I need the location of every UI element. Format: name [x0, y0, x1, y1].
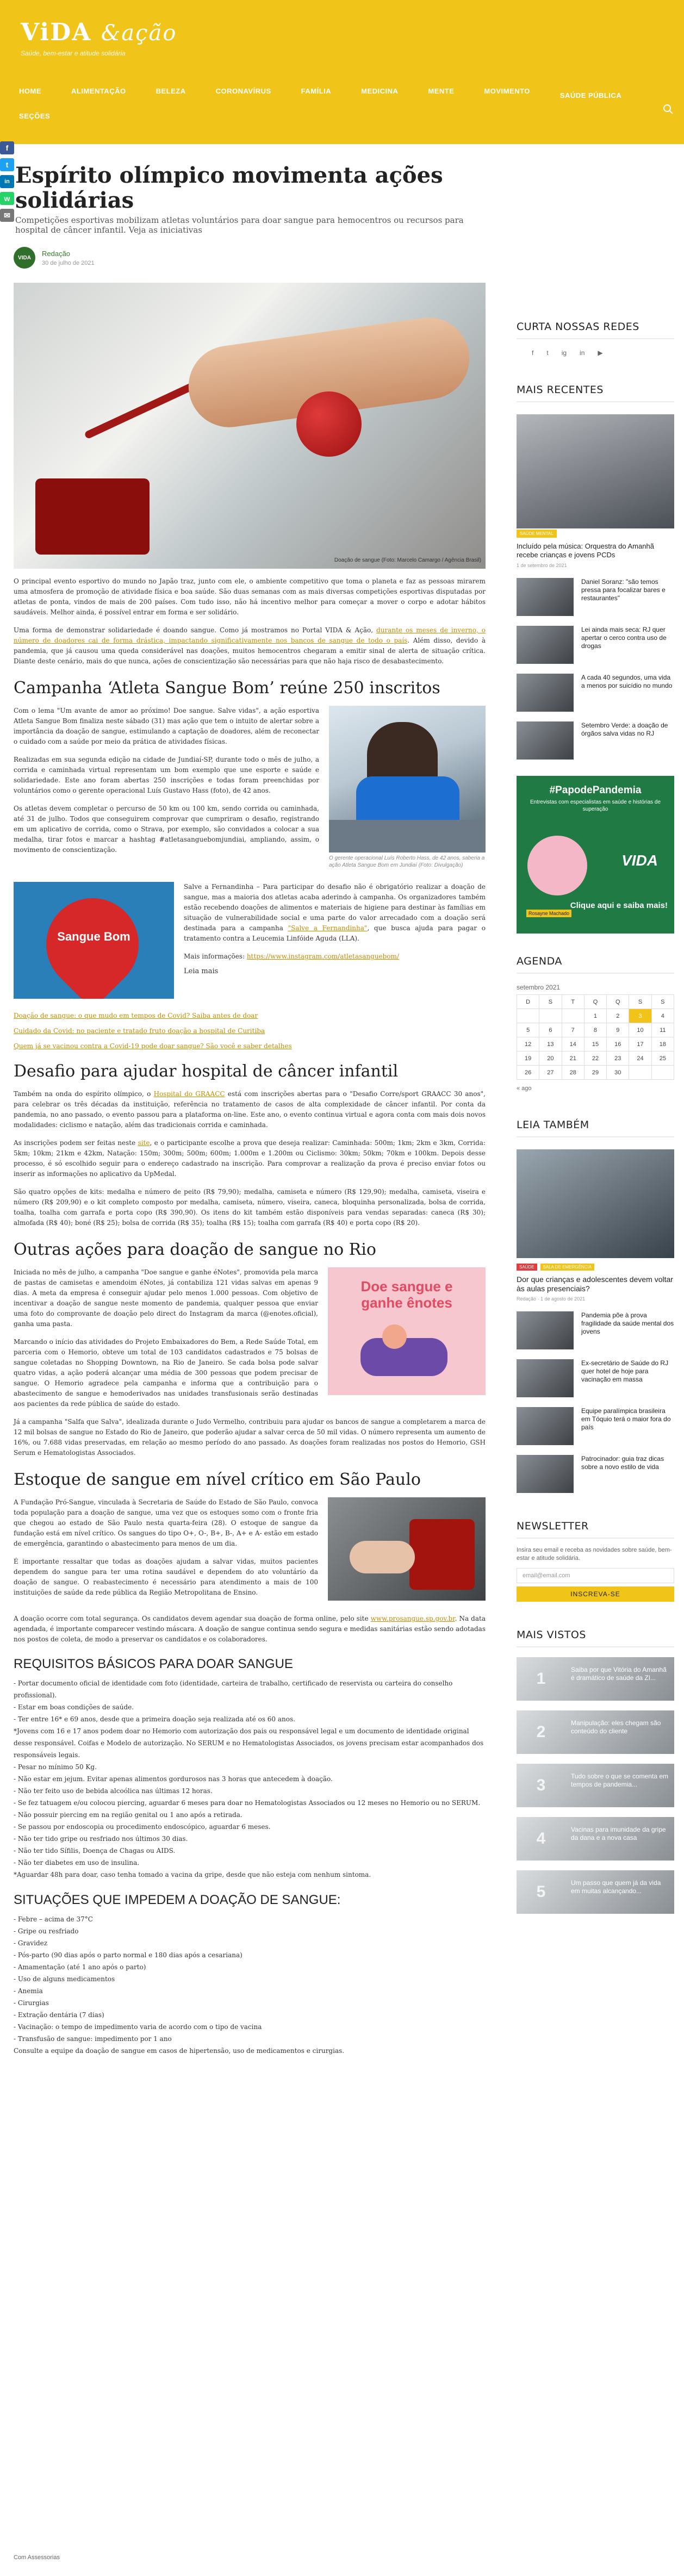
post-title[interactable]: Tudo sobre o que se comenta em tempos de pandemia...: [571, 1772, 668, 1788]
widget-title: CURTA NOSSAS REDES: [517, 321, 674, 339]
list-item: - Anemia: [14, 1987, 43, 1995]
calendar-day: [651, 1066, 674, 1080]
list-item[interactable]: [517, 1407, 674, 1445]
list-item: *Jovens com 16 e 17 anos podem doar no Hemorio com autorização dos pais ou responsável legal e um documento de identidade original desse responsável. Coifas e Modelo de autorização. No SERUM e no Hematologistas Associados, os jovens precisam estar acompanhados dos responsáveis legais.: [14, 1727, 484, 1759]
list-item: - Portar documento oficial de identidade com foto (identidade, carteira de trabalho, certificado de reservista ou carteira do conselho profissional).: [14, 1679, 453, 1699]
calendar-day: 6: [539, 1023, 562, 1037]
calendar-day: 2: [607, 1009, 629, 1023]
nav-item-coronavirus[interactable]: CORONAVÍRUS: [215, 87, 271, 95]
calendar-day: 10: [629, 1023, 651, 1037]
calendar-day: 5: [517, 1023, 539, 1037]
list-item: - Cirurgias: [14, 1999, 49, 2007]
calendar-day: 23: [607, 1051, 629, 1066]
facebook-share-icon[interactable]: f: [0, 141, 14, 154]
rank-number: 1: [536, 1670, 546, 1688]
calendar-day: 26: [517, 1066, 539, 1080]
nav-item-saude-publica[interactable]: SAÚDE PÚBLICA: [559, 91, 622, 99]
most-viewed-item[interactable]: [517, 1870, 674, 1914]
search-icon[interactable]: [662, 103, 674, 115]
list-item[interactable]: [517, 1455, 674, 1493]
logo-amp: &ação: [101, 21, 177, 46]
promo-subtitle: Entrevistas com especialistas em saúde e histórias de superação: [530, 799, 661, 812]
figure-enotes: [328, 1267, 486, 1395]
rank-number: 4: [536, 1830, 546, 1847]
list-item[interactable]: [517, 721, 674, 760]
calendar-day-today: 3: [629, 1009, 651, 1023]
calendar-day: 15: [584, 1037, 606, 1051]
calendar-day: 14: [562, 1037, 584, 1051]
list-item: - Não ter diabetes em uso de insulina.: [14, 1859, 140, 1866]
post-title[interactable]: Lei ainda mais seca: RJ quer apertar o cerco contra uso de drogas: [581, 626, 667, 650]
post-title[interactable]: Daniel Soranz: "são temos pressa para focalizar bares e restaurantes": [581, 578, 666, 602]
hero-image: [14, 283, 486, 569]
section-heading: Campanha ‘Atleta Sangue Bom’ reúne 250 inscritos: [14, 679, 440, 698]
most-viewed-item[interactable]: [517, 1817, 674, 1861]
weekday-label: S: [629, 995, 651, 1009]
calendar-day: 28: [562, 1066, 584, 1080]
list-item: - Vacinação: o tempo de impedimento varia de acordo com o tipo de vacina: [14, 2023, 262, 2031]
post-title[interactable]: Pandemia põe à prova fragilidade da saúde mental dos jovens: [581, 1311, 674, 1335]
section-heading: Outras ações para doação de sangue no Rio: [14, 1240, 376, 1259]
nav-item-medicina[interactable]: MEDICINA: [361, 87, 399, 95]
calendar-day: 20: [539, 1051, 562, 1066]
inline-link[interactable]: durante os meses de inverno, o número de doadores cai de forma drástica, impactando significativamente nos bancos de sangue de todo o país: [14, 626, 486, 644]
nav-item-mente[interactable]: MENTE: [428, 87, 455, 95]
calendar-day: 4: [651, 1009, 674, 1023]
weekday-label: S: [539, 995, 562, 1009]
weekday-label: Q: [584, 995, 606, 1009]
most-viewed-item[interactable]: [517, 1764, 674, 1807]
hero-caption: Doação de sangue (Foto: Marcelo Camargo / Agência Brasil): [334, 557, 481, 563]
list-item: - Pós-parto (90 dias após o parto normal e 180 dias após a cesariana): [14, 1951, 242, 1959]
enotes-photo: [328, 1267, 486, 1395]
calendar-day: 17: [629, 1037, 651, 1051]
calendar-day: 8: [584, 1023, 606, 1037]
list-item: - Gravidez: [14, 1939, 48, 1947]
read-more-label: Leia mais: [184, 967, 219, 975]
calendar-day: [539, 1009, 562, 1023]
share-bar: [0, 141, 15, 226]
calendar-day: 19: [517, 1051, 539, 1066]
featured-post-title[interactable]: Incluído pela música: Orquestra do Amanhã recebe crianças e jovens PCDs: [517, 542, 654, 559]
calendar-day: 16: [607, 1037, 629, 1051]
nav-item-familia[interactable]: FAMÍLIA: [301, 87, 332, 95]
paragraph: Marcando o início das atividades do Projeto Embaixadores do Bem, a Rede Saúde Total, em parceria com o Hemorio, obteve um total de 103 candidatos cadastrados e 75 bolsas de sangue coletadas no Shopping Downtown, na Rio de Janeiro. Se cada bolsa pode salvar quatro vidas, a ação poderá alcançar uma média de 300 pessoas que podem precisar de sangue. O Hemorio agradece pela campanha e informa que a contribuição para o abastecimento de sangue e hemoderivados nas unidades transfusionais serão destinadas aos pacientes da rede pública de saúde do estado.: [14, 1338, 318, 1408]
list-item: - Transfusão de sangue: impedimento por 1 ano: [14, 2035, 172, 2043]
category-badge[interactable]: SALA DE EMERGÊNCIA: [540, 1264, 594, 1271]
widget-title: MAIS VISTOS: [517, 1629, 674, 1647]
list-item[interactable]: [517, 578, 674, 616]
related-link[interactable]: Doação de sangue: o que mudo em tempos de Covid? Saiba antes de doar: [14, 1012, 258, 1019]
nav-item-home[interactable]: HOME: [19, 87, 41, 95]
list-item: - Extração dentária (7 dias): [14, 2011, 104, 2019]
figure-caption: O gerente operacional Luís Roberto Hass, de 42 anos, saberia a ação Atleta Sangue Bom em Jundiaí (Foto: Divulgação): [329, 855, 485, 868]
inline-link[interactable]: https://www.instagram.com/atletasanguebom/: [246, 953, 399, 960]
post-title[interactable]: Patrocinador: guia traz dicas sobre a novo estilo de vida: [581, 1455, 664, 1471]
section-heading: Estoque de sangue em nível crítico em São Paulo: [14, 1470, 421, 1489]
featured-post-image[interactable]: [517, 1149, 674, 1258]
featured-post-meta: Redação · 1 de agosto de 2021: [517, 1296, 586, 1302]
list-item: - Não estar em jejum. Evitar apenas alimentos gordurosos nas 3 horas que antecedem à doação.: [14, 1775, 333, 1783]
post-title[interactable]: Ex-secretário de Saúde do RJ quer hotel de hoje para vacinação em massa: [581, 1359, 669, 1383]
paragraph: A Fundação Pró-Sangue, vinculada à Secretaria de Saúde do Estado de São Paulo, convoca toda população para a doação de sangue, uma vez que os estoques somo com o fronte fria que chegou ao estado de São Paulo nesta quarta-feira (28). O estoque de sangue da fundação está em nível crítico. Os sangues do tipo O+, O-, B+, B-, A+ e A- estão em estado de emergência, garantindo o abastecimento para menos de um dia.: [14, 1498, 318, 1547]
byline: [14, 247, 486, 269]
featured-post-image[interactable]: [517, 414, 674, 528]
promo-banner[interactable]: [517, 776, 674, 934]
main-nav: [19, 87, 668, 133]
calendar-day: 13: [539, 1037, 562, 1051]
paragraph: Iniciada no mês de julho, a campanha "Doe sangue e ganhe éNotes", promovida pela marca de pastas de camisetas e amendoim éNotes, já contabiliza 121 vidas salvas em apenas 9 dias. A meta da empresa é conseguir ajudar pelo menos 1.000 pessoas. Com objetivo de incentivar a doação de sangue neste momento de pandemia, qualquer pessoa que enviar uma foto do comprovante de doação pelo direct do Instagram da marca (@enotes.oficial), ganha uma pasta.: [14, 1268, 318, 1328]
enotes-photo-text: Doe sangue e ganhe ênotes: [360, 1278, 453, 1311]
featured-post-date: 1 de setembro de 2021: [517, 563, 567, 568]
nav-item-movimento[interactable]: MOVIMENTO: [484, 87, 530, 95]
newsletter-text: Insira seu email e receba as novidades sobre saúde, bem-estar e atitude solidária.: [517, 1547, 672, 1561]
instagram-icon[interactable]: ig: [561, 349, 567, 357]
publish-date: 30 de julho de 2021: [42, 259, 95, 266]
facebook-icon[interactable]: f: [532, 349, 534, 357]
list-item: - Amamentação (até 1 ano após o parto): [14, 1963, 146, 1971]
widget-title: AGENDA: [517, 955, 674, 974]
nav-item-alimentacao[interactable]: ALIMENTAÇÃO: [71, 87, 126, 95]
post-title[interactable]: Saiba por que Vitória do Amanhã é dramático de saúde da ZI...: [571, 1666, 667, 1682]
inline-link[interactable]: site: [138, 1139, 150, 1147]
article-subtitle: Competições esportivas mobilizam atletas voluntários para doar sangue para hemocentros ou recursos para hospital de câncer infantil. Veja as iniciativas: [15, 215, 464, 235]
list-item: - Ter entre 16* e 69 anos, desde que a primeira doação seja realizada até os 60 anos.: [14, 1715, 295, 1723]
list-item: - Se passou por endoscopia ou procedimento endoscópico, aguardar 6 meses.: [14, 1823, 271, 1831]
figure-blood-bags: [328, 1497, 486, 1601]
linkedin-share-icon[interactable]: in: [0, 175, 14, 188]
paragraph: É importante ressaltar que todas as doações ajudam a salvar vidas, muitos pacientes dependem do sangue para ter uma rotina saudável e dependem do ato voluntário da doação de sangue. O reabastecimento é necessário para atendimento a mais de 100 instituições de saúde da rede pública da Região Metropolitana de Ensino.: [14, 1558, 318, 1596]
sidebar: [517, 321, 674, 1914]
list-item: *Aguardar 48h para doar, caso tenha tomado a vacina da gripe, desde que não esteja com nenhum sintoma.: [14, 1871, 371, 1878]
most-viewed-item[interactable]: [517, 1710, 674, 1754]
category-badge[interactable]: SAÚDE: [517, 1264, 537, 1271]
paragraph: Uma forma de demonstrar solidariedade é doando sangue. Como já mostramos no Portal VIDA & Ação, durante os meses de inverno, o número de doadores cai de forma drástica, impactando significativamente nos bancos de sangue de todo o país. Além disso, devido à pandemia, que já causou uma queda considerável nas doações, muitos hemocentros chegaram a emitir sinal de alerta de situação crítica. Diante deste cenário, mais do que nunca, ações de conscientização são necessárias para que não haja risco de desabastecimento.: [14, 626, 486, 665]
promo-cta[interactable]: Clique aqui e saiba mais!: [570, 901, 668, 910]
site-logo[interactable]: [21, 18, 177, 57]
article-source: Com Assessorias: [14, 2554, 60, 2561]
list-item: - Não ter tido gripe ou resfriado nos últimos 30 dias.: [14, 1835, 188, 1843]
calendar: [517, 984, 674, 1092]
post-title[interactable]: Um passo que quem já da vida em muitas alcançando...: [571, 1879, 661, 1895]
section-heading: REQUISITOS BÁSICOS PARA DOAR SANGUE: [14, 1657, 293, 1671]
linkedin-icon[interactable]: in: [580, 349, 585, 357]
promo-portrait: [527, 836, 587, 895]
calendar-day: 27: [539, 1066, 562, 1080]
social-links: [517, 349, 674, 357]
campaign-photo-text: Sangue Bom: [57, 930, 130, 943]
inline-link[interactable]: "Salve a Fernandinha": [288, 924, 368, 932]
calendar-day: 24: [629, 1051, 651, 1066]
weekday-label: D: [517, 995, 539, 1009]
calendar-day: 9: [607, 1023, 629, 1037]
twitter-share-icon[interactable]: t: [0, 158, 14, 171]
article-title: Espírito olímpico movimenta ações solidárias: [15, 163, 443, 213]
rank-number: 5: [536, 1883, 546, 1901]
list-item: - Gripe ou resfriado: [14, 1927, 79, 1935]
calendar-day: 1: [584, 1009, 606, 1023]
calendar-day: [562, 1009, 584, 1023]
paragraph: Realizadas em sua segunda edição na cidade de Jundiaí-SP, durante todo o mês de julho, a corrida e caminhada virtual representam um bom exemplo que une esporte e saúde e solidariedade. Este ano foram abertas 250 inscrições e todas foram preenchidas por voluntários como o gerente operacional Luís Gustavo Hass (foto), de 42 anos.: [14, 756, 319, 794]
weekday-label: S: [651, 995, 674, 1009]
list-item: - Uso de alguns medicamentos: [14, 1975, 115, 1983]
calendar-day: 18: [651, 1037, 674, 1051]
list-item: Consulte a equipe da doação de sangue em casos de hipertensão, uso de medicamentos e cirurgias.: [14, 2047, 345, 2055]
calendar-day: 30: [607, 1066, 629, 1080]
requirements-list: [14, 1677, 486, 1881]
list-item: - Não possuir piercing em na região genital ou 1 ano após a retirada.: [14, 1811, 242, 1819]
calendar-day: 11: [651, 1023, 674, 1037]
weekday-label: Q: [607, 995, 629, 1009]
list-item: - Se fez tatuagem e/ou colocou piercing, aguardar 6 meses para doar no Hematologistas Associados ou 12 meses no Hemorio ou no SERUM.: [14, 1799, 481, 1807]
most-viewed-item[interactable]: [517, 1657, 674, 1701]
inline-link[interactable]: Hospital do GRAACC: [153, 1090, 225, 1098]
paragraph: Com o lema "Um avante de amor ao próximo! Doe sangue. Salve vidas", a ação esportiva Atleta Sangue Bom finaliza neste sábado (31) mas ação que tem o intuito de alertar sobre a importância da doação de sangue, estimulando a captação de doadores, além de reconectar o cuidado com a saúde por meio da prática de atividades físicas.: [14, 707, 319, 745]
calendar-caption: setembro 2021: [517, 984, 561, 991]
section-heading: SITUAÇÕES QUE IMPEDEM A DOAÇÃO DE SANGUE:: [14, 1893, 341, 1907]
whatsapp-share-icon[interactable]: w: [0, 192, 14, 205]
figure-luis: [329, 706, 486, 869]
related-link[interactable]: Cuidado da Covid: no paciente e tratado fruto doação a hospital de Curitiba: [14, 1027, 265, 1035]
post-title[interactable]: Manipulação: eles chegam são conteúdo do cliente: [571, 1719, 661, 1735]
rank-number: 3: [536, 1776, 546, 1794]
inline-link[interactable]: www.prosangue.sp.gov.br: [370, 1615, 455, 1622]
list-item[interactable]: [517, 1359, 674, 1397]
post-title[interactable]: Setembro Verde: a doação de órgãos salva vidas no RJ: [581, 721, 668, 737]
post-title[interactable]: Vacinas para imunidade da gripe da dana e a nova casa: [571, 1826, 666, 1841]
category-badge[interactable]: SAÚDE MENTAL: [517, 530, 557, 538]
calendar-day: 29: [584, 1066, 606, 1080]
promo-name: Rosayne Machado: [526, 910, 571, 917]
newsletter-email-input[interactable]: email@email.com: [517, 1568, 674, 1583]
post-title[interactable]: A cada 40 segundos, uma vida a menos por suicídio no mundo: [581, 674, 673, 689]
author-avatar: VIDA: [14, 247, 35, 269]
paragraph: O principal evento esportivo do mundo no Japão traz, junto com ele, o ambiente competitivo que toma o planeta e faz as pessoas mirarem uma atmosfera de promoção de atividade física e boa saúde. São duas semanas com as mais diversas competições esportivas disputadas por atletas de ponta, vindos de mais de 200 países. Com tudo isso, não há incentivo melhor para começar a mover o corpo e adotar hábitos saudáveis. Melhor ainda, é possível entrar em forma e ser solidário.: [14, 577, 486, 616]
nav-item-beleza[interactable]: BELEZA: [156, 87, 186, 95]
paragraph: Também na onda do espírito olímpico, o Hospital do GRAACC está com inscrições abertas para o "Desafio Corre/sport GRAACC 30 anos", para celebrar os três décadas da instituição, referência no tratamento de casos de alta complexidade de câncer infantil. Por conta da pandemia, no ano passado, o evento passou para a plataforma on-line. Este ano, o evento continua virtual e agora conta com mais dois novos modalidades: ciclismo e natação, além das tradicionais corrida e caminhada.: [14, 1090, 486, 1129]
logo-tagline: Saúde, bem-estar e atitude solidária: [21, 49, 126, 57]
widget-title: MAIS RECENTES: [517, 384, 674, 402]
weekday-label: T: [562, 995, 584, 1009]
calendar-day: 7: [562, 1023, 584, 1037]
paragraph: As inscrições podem ser feitas neste site, e o participante escolhe a prova que deseja realizar: Caminhada: 500m; 1km; 2km e 3km, Corrida: 5km; 10km; 21km e 42km, Natação: 150m; 300m; 500m; 600m; 1.000m e 1.200m ou Ciclismo: 30km; 50km; 70km e 100km. Depois desse processo, é só escolhido seguir para o endereço cadastrado na inscrição. Para comprovar a realização da prova é preciso enviar fotos ou inserir as informações no aplicativo da UpMedal.: [14, 1139, 486, 1178]
youtube-icon[interactable]: ▶: [598, 349, 603, 357]
paragraph: São quatro opções de kits: medalha e número de peito (R$ 79,90); medalha, camiseta e número (R$ 129,90); medalha, camiseta, viseira e número (R$ 209,90) e o kit completo composto por medalha, camiseta, número, viseira, caneca, bloquinha personalizada, bolsa de corrida, toalha, toalha com garrafa e porta copo (R$ 390,90). Os itens do kit também estão disponíveis para vendas separadas: caneca (R$ 30); almofada (R$ 40); boné (R$ 25); bolsa de corrida (R$ 35); toalha (R$ 15); toalha com garrafa (R$ 40) e porta copo (R$ 20).: [14, 1188, 486, 1227]
calendar-day: 12: [517, 1037, 539, 1051]
figure-sangue-bom: [14, 882, 174, 999]
paragraph: Mais informações: https://www.instagram.com/atletasanguebom/: [184, 953, 399, 960]
calendar-day: 25: [651, 1051, 674, 1066]
nav-item-secoes[interactable]: SEÇÕES: [19, 112, 51, 120]
widget-title: NEWSLETTER: [517, 1520, 674, 1539]
widget-title: LEIA TAMBÉM: [517, 1119, 674, 1137]
paragraph: Salve a Fernandinha – Para participar do desafio não é obrigatório realizar a doação de sangue, mas a maioria dos atletas acaba aderindo à campanha. Os organizadores também estão recebendo doações de alimentos e materiais de higiene para destinar às famílias em situação de vulnerabilidade social e uma parte do valor arrecadado com a doação será destinada para a campanha "Salve a Fernandinha", que busca ajuda para pagar o tratamento contra a Leucemia Linfóide Aguda (LLA).: [184, 883, 486, 942]
email-share-icon[interactable]: ✉: [0, 209, 14, 222]
post-title[interactable]: Equipe paralímpica brasileira em Tóquio terá o maior fora do país: [581, 1407, 671, 1431]
calendar-day: 22: [584, 1051, 606, 1066]
featured-post-title[interactable]: Dor que crianças e adolescentes devem voltar às aulas presenciais?: [517, 1275, 673, 1293]
list-item: - Pesar no mínimo 50 Kg.: [14, 1763, 97, 1771]
twitter-icon[interactable]: t: [546, 349, 549, 357]
related-link[interactable]: Quem já se vacinou contra a Covid-19 pode doar sangue? São você e saber detalhes: [14, 1042, 292, 1050]
blood-bag-photo: [328, 1497, 486, 1601]
list-item: - Não ter feito uso de bebida alcoólica nas últimas 12 horas.: [14, 1787, 213, 1795]
list-item[interactable]: [517, 1311, 674, 1349]
list-item: - Não ter tido Sífilis, Doença de Chagas ou AIDS.: [14, 1847, 176, 1855]
calendar-day: [629, 1066, 651, 1080]
paragraph: Os atletas devem completar o percurso de 50 km ou 100 km, sendo corrida ou caminhada, até 31 de julho. Todos que conseguirem comprovar que cumpriram o desafio, registrando em um aplicativo de corrida, como o Strava, por exemplo, são convidados a colocar a sua medalha, tirar fotos e marcar a hashtag #atletasanguebomjundiai, ampliando, assim, o movimento de conscientização.: [14, 805, 319, 854]
section-heading: Desafio para ajudar hospital de câncer infantil: [14, 1062, 399, 1081]
site-header: [0, 0, 684, 144]
calendar-day: 21: [562, 1051, 584, 1066]
campaign-photo: [14, 882, 174, 999]
list-item[interactable]: [517, 674, 674, 712]
athlete-photo: [329, 706, 486, 853]
calendar-day: [517, 1009, 539, 1023]
newsletter-subscribe-button[interactable]: INSCREVA-SE: [517, 1586, 674, 1602]
paragraph: Já a campanha "Salfa que Salva", idealizada durante o Judo Vermelho, contribuiu para ajudar os bancos de sangue a completarem a marca de 12 mil bolsas de sangue no Estado do Rio de Janeiro, que poderão ajudar a salvar cerca de 50 mil vidas. O número representa um aumento de 16%, ou 7.688 vidas preservadas, em relação ao mesmo período do ano passado. As doações foram realizadas nos postos do Hemorio, GSH Serum e Hematologistas Associados.: [14, 1418, 486, 1457]
article: [14, 163, 486, 2057]
list-item: - Febre – acima de 37°C: [14, 1915, 93, 1923]
impediments-list: [14, 1913, 486, 2057]
list-item[interactable]: [517, 626, 674, 664]
rank-number: 2: [536, 1723, 546, 1741]
calendar-prev-link[interactable]: « ago: [517, 1085, 532, 1092]
promo-logo: VIDA: [621, 852, 658, 869]
author-name[interactable]: Redação: [42, 249, 71, 258]
logo-text: ViDA: [21, 18, 92, 46]
promo-hashtag: #PapodePandemia: [549, 785, 642, 796]
paragraph: A doação ocorre com total segurança. Os candidatos devem agendar sua doação de forma online, pelo site www.prosangue.sp.gov.br. Na data agendada, é importante comparecer vestindo máscara. A doação de sangue continua sendo segura e medidas sanitárias estão sendo adotadas nos postos de coleta, de modo a preservar os candidatos e os colaboradores.: [14, 1615, 486, 1643]
list-item: - Estar em boas condições de saúde.: [14, 1703, 134, 1711]
